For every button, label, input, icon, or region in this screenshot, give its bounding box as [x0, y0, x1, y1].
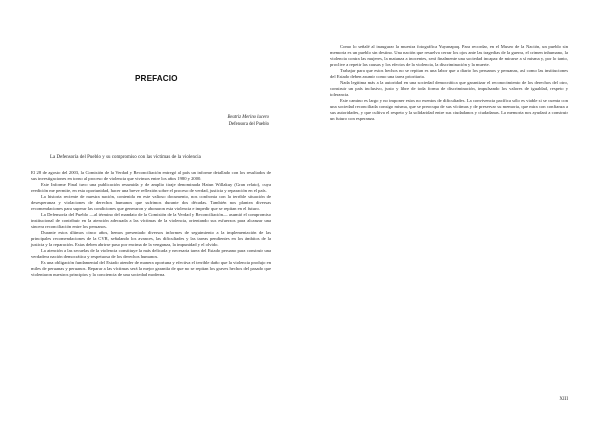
signature-role: Defensora del Pueblo [228, 121, 269, 127]
paragraph: Es una obligación fundamental del Estado atender de manera oportuna y efectiva el terrible daño que la violencia produjo en miles de peruanas y peruanos. Reparar a las víctimas será la mejor garantía de que no se repitan los graves hechos del pasado que violentaron nuestros principios y la conciencia de una sociedad moderna. [31, 260, 271, 277]
left-column-text [31, 170, 271, 278]
page-number: XIII [559, 397, 568, 402]
right-page [300, 0, 600, 431]
paragraph: Como lo señalé al inaugurar la muestra fotográfica Yuyanapaq. Para recordar, en el Museo de la Nación, un pueblo sin memoria es un pueblo sin destino. Una nación que resuelva cerrar los ojos ante las tragedias de la guerra, el crimen inhumano, la violencia contra las mujeres, la matanza a inocentes, será finalmente una sociedad incapaz de mirarse a sí misma y, por lo tanto, proclive a repetir las causas y los efectos de la violencia, la discriminación y la muerte. [330, 44, 568, 67]
paragraph: Este camino es largo y no imponer estos no exentos de dificultades. La convivencia pacífica sólo es viable si se cuenta con una sociedad reconciliada consigo misma, que se preocupa de sus víctimas y de preservar su memoria, que mira con confianza a sus autoridades, y que cultiva el respeto y la solidaridad entre sus ciudadanos y ciudadanas. La memoria nos ayudará a construir un futuro con esperanza. [330, 98, 568, 121]
paragraph: La historia reciente de nuestra nación, contenida en este valioso documento, nos confronta con la terrible situación de desesperanza y violaciones de derechos humanos que sufrimos durante dos décadas. También nos plantea diversas recomendaciones para superar las condiciones que generaron y abonaron esta violencia e impedir que se repitan en el futuro. [31, 194, 271, 211]
paragraph: El 28 de agosto del 2003, la Comisión de la Verdad y Reconciliación entregó al país un informe detallado con los resultados de sus investigaciones en torno al proceso de violencia que vivimos entre los años 1980 y 2000. [31, 170, 271, 181]
paragraph: La atención a las secuelas de la violencia constituye la más delicada y necesaria tarea del Estado peruano para construir una verdadera nación democrática y respetuosa de los derechos humanos. [31, 248, 271, 259]
section-heading [50, 155, 280, 160]
signature-name: Beatriz Merino lucero [227, 115, 269, 120]
right-column-text [330, 44, 568, 122]
paragraph: Este Informe Final tuvo una publicación resumida y de amplio tiraje denominada Hatun Willakuy (Gran relato), cuya reedición me permite, en esta oportunidad, hacer una breve reflexión sobre el proceso de verdad, justicia y reparación en el país. [31, 182, 271, 193]
section-heading-text: La Defensoría del Pueblo y su compromiso con las víctimas de la violencia [50, 155, 201, 160]
paragraph: Nada legitima más a la autoridad en una sociedad democrática que garantizar el reconocimiento de los derechos del otro, construir un país inclusivo, justo y libre de toda forma de discriminación, impulsando los valores de igualdad, respeto y tolerancia. [330, 80, 568, 97]
paragraph: Trabajar para que estos hechos no se repitan es una labor que a diario los peruanos y peruanas, así como las instituciones del Estado deben asumir como una tarea prioritaria. [330, 68, 568, 79]
paragraph: La Defensoría del Pueblo —al término del mandato de la Comisión de la Verdad y Reconciliación— asumió el compromiso institucional de contribuir en la atención adecuada a las víctimas de la violencia, orientando sus esfuerzos para alcanzar una sincera reconciliación entre los peruanos. [31, 212, 271, 229]
paragraph: Durante estos últimos cinco años, hemos presentado diversos informes de seguimiento a la implementación de las principales recomendaciones de la CVR, señalando los avances, las dificultades y las tareas pendientes en los ámbitos de la justicia y la reparación. Estas deben abrirse paso por encima de la venganza, la impunidad y el olvido. [31, 230, 271, 247]
preface-title: PREFACIO [135, 74, 178, 83]
signature-block [228, 115, 270, 128]
